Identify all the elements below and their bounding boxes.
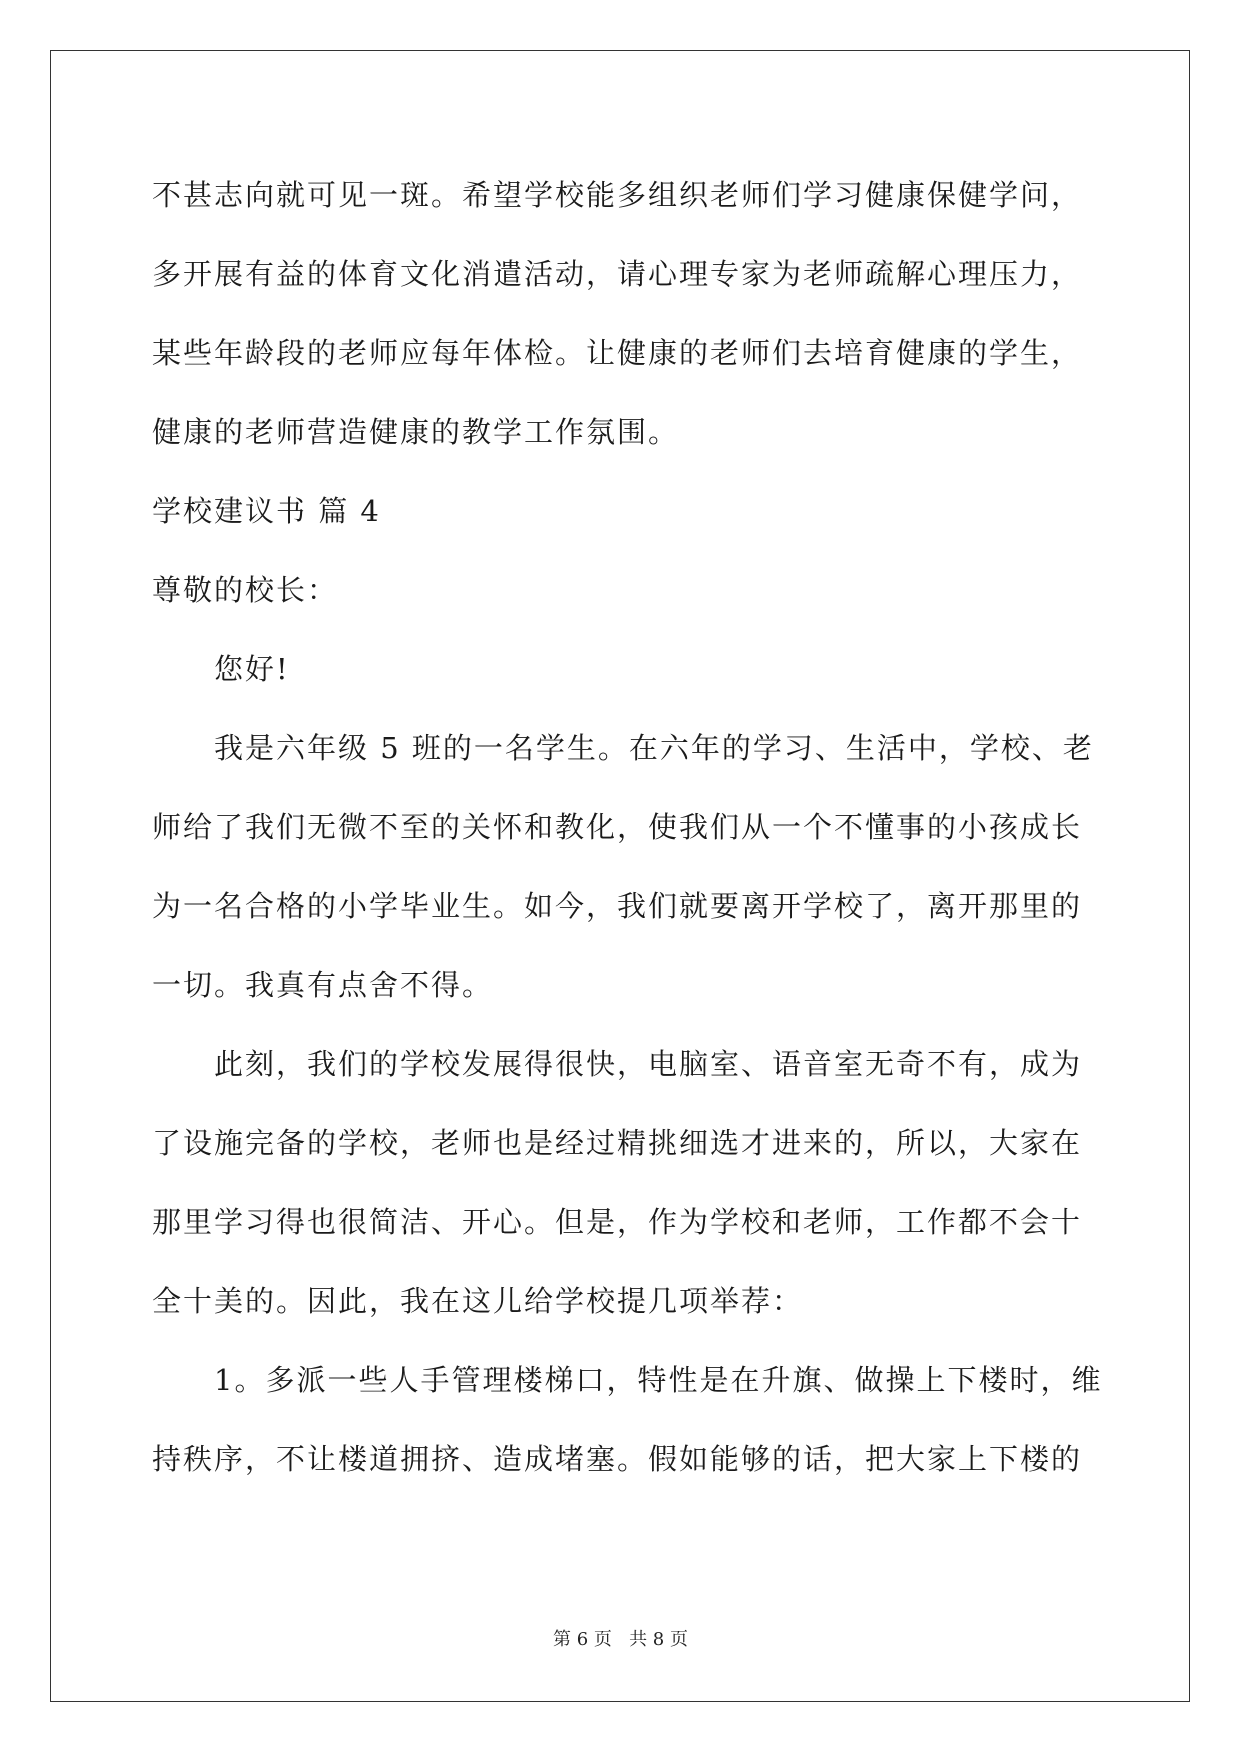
page-number-footer: 第 6 页 共 8 页 [553,1629,688,1650]
body-line-9: 师给了我们无微不至的关怀和教化，使我们从一个不懂事的小孩成长 [152,810,1083,844]
body-line-10: 为一名合格的小学毕业生。如今，我们就要离开学校了，离开那里的 [152,889,1083,923]
body-line-2: 多开展有益的体育文化消遣活动，请心理专家为老师疏解心理压力， [152,257,1083,291]
body-line-1: 不甚志向就可见一斑。希望学校能多组织老师们学习健康保健学问， [152,178,1083,212]
greeting: 您好! [214,652,290,686]
salutation: 尊敬的校长： [152,573,339,607]
body-line-4: 健康的老师营造健康的教学工作氛围。 [152,415,680,449]
body-line-17: 持秩序，不让楼道拥挤、造成堵塞。假如能够的话，把大家上下楼的 [152,1442,1083,1476]
body-line-14: 那里学习得也很简洁、开心。但是，作为学校和老师，工作都不会十 [152,1205,1083,1239]
body-line-16: 1。多派一些人手管理楼梯口，特性是在升旗、做操上下楼时，维 [214,1363,1103,1397]
body-line-8: 我是六年级 5 班的一名学生。在六年的学习、生活中，学校、老 [214,731,1094,765]
body-line-12: 此刻，我们的学校发展得很快，电脑室、语音室无奇不有，成为 [214,1047,1083,1081]
body-line-15: 全十美的。因此，我在这儿给学校提几项举荐： [152,1284,804,1318]
body-line-13: 了设施完备的学校，老师也是经过精挑细选才进来的，所以，大家在 [152,1126,1083,1160]
section-heading: 学校建议书 篇 4 [152,494,381,528]
body-line-3: 某些年龄段的老师应每年体检。让健康的老师们去培育健康的学生， [152,336,1083,370]
body-line-11: 一切。我真有点舍不得。 [152,968,494,1002]
